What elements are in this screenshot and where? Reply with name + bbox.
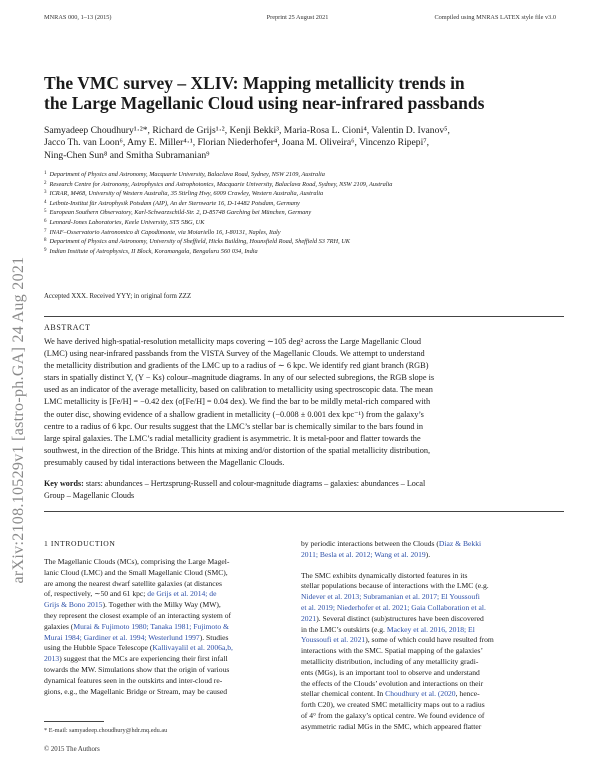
body-text: ). Together with the Milky Way (MW), [102, 600, 221, 610]
body-text: towards the MW. Simulations show that the origin of various [44, 664, 230, 674]
abstract-line: centre to a radius of 6 kpc. Our results suggest that the LMC’s stellar bar is chemically similar to the bars found in [44, 421, 424, 431]
text-line [44, 665, 294, 676]
keywords [44, 478, 564, 503]
body-text: ents (MGs), is an important tool to observe and understand [301, 667, 480, 677]
author-line: Samyadeep Choudhury¹·²*, Richard de Grijs¹·², Kenji Bekki³, Maria-Rosa L. Cioni⁴, Valentin D. Ivanov⁵, [44, 125, 450, 136]
text-line [301, 592, 563, 603]
author-line: Ning-Chen Sun⁸ and Smitha Subramanian⁹ [44, 149, 210, 161]
affiliation-text: Leibniz-Institut für Astrophysik Potsdam (AIP), An der Sternwarte 16, D-14482 Potsdam, Germany [49, 199, 300, 207]
text-line [44, 579, 294, 590]
affiliation-item [44, 228, 564, 238]
abstract-line: southwest, in the direction of the Bridge. This hints at mixing and/or distortion of the spatial metallicity distribution, [44, 445, 431, 455]
keywords-line [44, 478, 564, 490]
body-text: gions, e.g., the Magellanic Bridge or Stream, may be caused [44, 686, 228, 696]
right-column [301, 539, 563, 733]
text-line [301, 581, 563, 592]
text-line [301, 679, 563, 690]
left-column [44, 557, 294, 697]
body-text: stellar chemical content. In [301, 689, 386, 699]
text-line [44, 633, 294, 644]
body-text: asymmetric radial MGs in the SMC, which appeared flatter [301, 721, 482, 731]
body-text: ) suggest that the MCs are experiencing their first infall [59, 654, 228, 664]
citation-link[interactable]: Choudhury et al. (2020 [385, 689, 456, 699]
copyright: © 2015 The Authors [44, 746, 100, 753]
text-line [44, 676, 294, 687]
text-line [301, 711, 563, 722]
affiliation-text: Research Centre for Astronomy, Astrophysics and Astrophotonics, Macquarie University, Balaclava Road, Sydney, NSW 2109, Australia [49, 180, 393, 188]
body-text: metallicity distribution, including of any metallicity gradi- [301, 656, 479, 666]
text-line [301, 646, 563, 657]
citation-link[interactable]: et al. 2019; Niederhofer et al. 2021; Gaia Collaboration et al. [301, 602, 486, 612]
body-text: ). [425, 549, 431, 559]
text-line [44, 654, 294, 665]
body-text: interactions with the SMC. Spatial mapping of the galaxies’ [301, 646, 484, 656]
keywords-label: Key words: [44, 479, 84, 488]
section-heading: 1 INTRODUCTION [44, 539, 116, 548]
abstract-line: (LMC) using near-infrared passbands from the VISTA Survey of the Magellanic Clouds. We attempt to understand [44, 349, 425, 359]
journal-reference: MNRAS 000, 1–13 (2015) [44, 14, 112, 21]
affiliation-number: 2 [44, 180, 47, 186]
affiliation-text: Indian Institute of Astrophysics, II Block, Koramangala, Bengaluru 560 034, India [49, 247, 258, 255]
affiliation-number: 4 [44, 199, 47, 205]
affiliation-text: ICRAR, M468, University of Western Australia, 35 Stirling Hwy, 6009 Crawley, Western Australia, Australia [49, 190, 324, 198]
abstract-line: used as an indicator of the average metallicity, based on calibration to metallicity using spectroscopic data. The mean [44, 385, 433, 395]
author-line: Jacco Th. van Loon⁶, Amy E. Miller⁴·¹, Florian Niederhofer⁴, Joana M. Oliveira⁶, Vincenzo Ripepi⁷, [44, 137, 430, 149]
citation-link[interactable]: Murai 1984; Gardiner et al. 1994; Westerlund 1997 [44, 632, 200, 642]
affiliation-number: 7 [44, 228, 47, 234]
keywords-line: Group – Magellanic Clouds [44, 491, 135, 501]
citation-link[interactable]: Diaz & Bekki [438, 539, 482, 548]
body-text: , hence- [455, 689, 480, 699]
abstract-line: large spiral galaxies. The LMC’s radial metallicity gradient is asymmetric. It is metal-poor and flatter towards the [44, 433, 421, 443]
affiliation-item [44, 237, 564, 247]
abstract-line: LMC metallicity is [Fe/H] = −0.42 dex (σ[Fe/H] = 0.04 dex). We find the bar to be mildly metal-rich compared with [44, 397, 431, 407]
affiliation-item [44, 170, 564, 180]
body-text: ). Studies [199, 632, 229, 642]
body-text: they represent the closest example of an interacting system of [44, 610, 232, 620]
text-line [301, 657, 563, 668]
affiliation-text: INAF–Osservatorio Astronomico di Capodimonte, via Moiariello 16, I-80131, Naples, Italy [49, 228, 281, 236]
affiliation-number: 5 [44, 209, 47, 215]
affiliation-text: Department of Physics and Astronomy, University of Sheffield, Hicks Building, Hounsfield Road, Sheffield S3 7RH, UK [49, 238, 350, 246]
abstract-line: the outer disc, showing evidence of a shallow gradient in metallicity (−0.008 ± 0.001 dex kpc⁻¹) from the galaxy’s [44, 409, 424, 419]
affiliation-item [44, 189, 564, 199]
body-text: using the Hubble Space Telescope ( [44, 643, 153, 653]
affiliation-number: 8 [44, 238, 47, 244]
body-text: the effects of the Clouds’ evolution and interactions on their [301, 678, 484, 688]
text-line [301, 635, 563, 646]
body-text: by periodic interactions between the Clouds ( [301, 539, 439, 548]
title-line: The VMC survey – XLIV: Mapping metallicity trends in [44, 73, 465, 93]
citation-link[interactable]: 2021 [301, 613, 317, 623]
affiliation-list [44, 170, 564, 256]
text-line [44, 622, 294, 633]
affiliation-number: 1 [44, 171, 47, 176]
text-line [301, 689, 563, 700]
affiliation-text: Department of Physics and Astronomy, Macquarie University, Balaclava Road, Sydney, NSW 2109, Australia [49, 171, 325, 178]
affiliation-item [44, 208, 564, 218]
citation-link[interactable]: Nidever et al. 2013; Subramanian et al. 2017; El Youssoufi [301, 592, 480, 602]
body-text: ), some of which could have resulted from [365, 635, 494, 645]
abstract-line: stars in spatially distinct Y, (Y − Ks) colour–magnitude diagrams. In any of our selected subregions, the RGB slope is [44, 373, 435, 383]
arxiv-stamp-text: arXiv:2108.10529v1 [astro-ph.GA] 24 Aug 2021 [10, 256, 27, 584]
citation-link[interactable]: 2013 [44, 654, 60, 664]
citation-link[interactable]: Kallivayalil et al. 2006a,b, [152, 643, 233, 653]
text-line [301, 700, 563, 711]
text-line [44, 589, 294, 600]
citation-link[interactable]: Grijs & Bono 2015 [44, 600, 103, 610]
affiliation-item [44, 218, 564, 228]
text-line [44, 557, 294, 568]
body-text: ). Several distinct (sub)structures have been discovered [316, 613, 484, 623]
text-line [301, 550, 563, 561]
top-divider [44, 316, 564, 317]
abstract-line: We have derived high-spatial-resolution metallicity maps covering ∼105 deg² across the Large Magellanic Cloud [44, 337, 422, 346]
body-text: dynamical features seen in the outskirts and inter-cloud re- [44, 675, 223, 685]
text-line [44, 611, 294, 622]
acceptance-note: Accepted XXX. Received YYY; in original form ZZZ [44, 293, 192, 300]
affiliation-item [44, 247, 564, 257]
text-line [301, 722, 563, 733]
citation-link[interactable]: Youssoufi et al. 2021 [301, 635, 366, 645]
affiliation-text: European Southern Observatory, Karl-Schwarzschild-Str. 2, D-85748 Garching bei München, Germany [49, 209, 312, 217]
body-text: of, respectively, ∼50 and 61 kpc; [44, 589, 148, 599]
body-text: of 4° from the galaxy’s optical centre. We found evidence of [301, 710, 485, 720]
body-text: galaxies ( [44, 621, 74, 631]
text-line [44, 568, 294, 579]
text-line [301, 668, 563, 679]
citation-link[interactable]: Murai & Fujimoto 1980; Tanaka 1981; Fujimoto & [73, 621, 229, 631]
abstract-heading: ABSTRACT [44, 323, 91, 332]
text-line [301, 539, 563, 550]
body-text: in the LMC’s outskirts (e.g. [301, 624, 387, 634]
body-text: lanic Cloud (LMC) and the Small Magellanic Cloud (SMC), [44, 567, 228, 577]
affiliation-number: 3 [44, 190, 47, 196]
citation-link[interactable]: de Grijs et al. 2014; de [147, 589, 217, 599]
text-line [301, 625, 563, 636]
body-text: The Magellanic Clouds (MCs), comprising the Large Magel- [44, 557, 230, 566]
paper-title [44, 73, 564, 113]
abstract-text [44, 336, 564, 469]
affiliation-text: Lennard-Jones Laboratories, Keele University, ST5 5BG, UK [49, 218, 205, 226]
text-line [301, 603, 563, 614]
text-line [44, 643, 294, 654]
author-list [44, 125, 564, 162]
title-line: the Large Magellanic Cloud using near-infrared passbands [44, 93, 485, 113]
text-line [301, 571, 563, 582]
citation-link[interactable]: Mackey et al. 2016, 2018; El [386, 624, 475, 634]
preprint-date: Preprint 25 August 2021 [266, 14, 329, 21]
text-line [301, 614, 563, 625]
arxiv-stamp [4, 210, 34, 630]
abstract-line: the metallicity distribution and gradients of the LMC up to a radius of ∼ 6 kpc. We identify red giant branch (RGB) [44, 361, 429, 371]
body-text: are among the nearest dwarf satellite galaxies (at distances [44, 578, 222, 588]
affiliation-number: 9 [44, 247, 47, 253]
text-line [44, 687, 294, 698]
keywords-text: stars: abundances – Hertzsprung-Russell and colour-magnitude diagrams – galaxies: abundances – Local [85, 479, 426, 488]
bottom-divider [44, 511, 564, 512]
paragraph-gap [301, 561, 563, 571]
email-footnote: * E-mail: samyadeep.choudhury@hdr.mq.edu.au [44, 727, 168, 734]
abstract-line: presumably caused by tidal interactions between the Magellanic Clouds. [44, 457, 285, 467]
style-file-note: Compiled using MNRAS LATEX style file v3.0 [434, 14, 556, 21]
citation-link[interactable]: 2011; Besla et al. 2012; Wang et al. 2019 [301, 549, 426, 559]
affiliation-item [44, 199, 564, 209]
footnote-rule [44, 721, 104, 722]
affiliation-item [44, 180, 564, 190]
text-line [44, 600, 294, 611]
body-text: The SMC exhibits dynamically distorted features in its [301, 570, 468, 580]
body-text: forth C20), we created SMC metallicity maps out to a radius [301, 700, 485, 710]
affiliation-number: 6 [44, 218, 47, 224]
body-text: stellar populations because of interactions with the LMC (e.g. [301, 581, 489, 591]
